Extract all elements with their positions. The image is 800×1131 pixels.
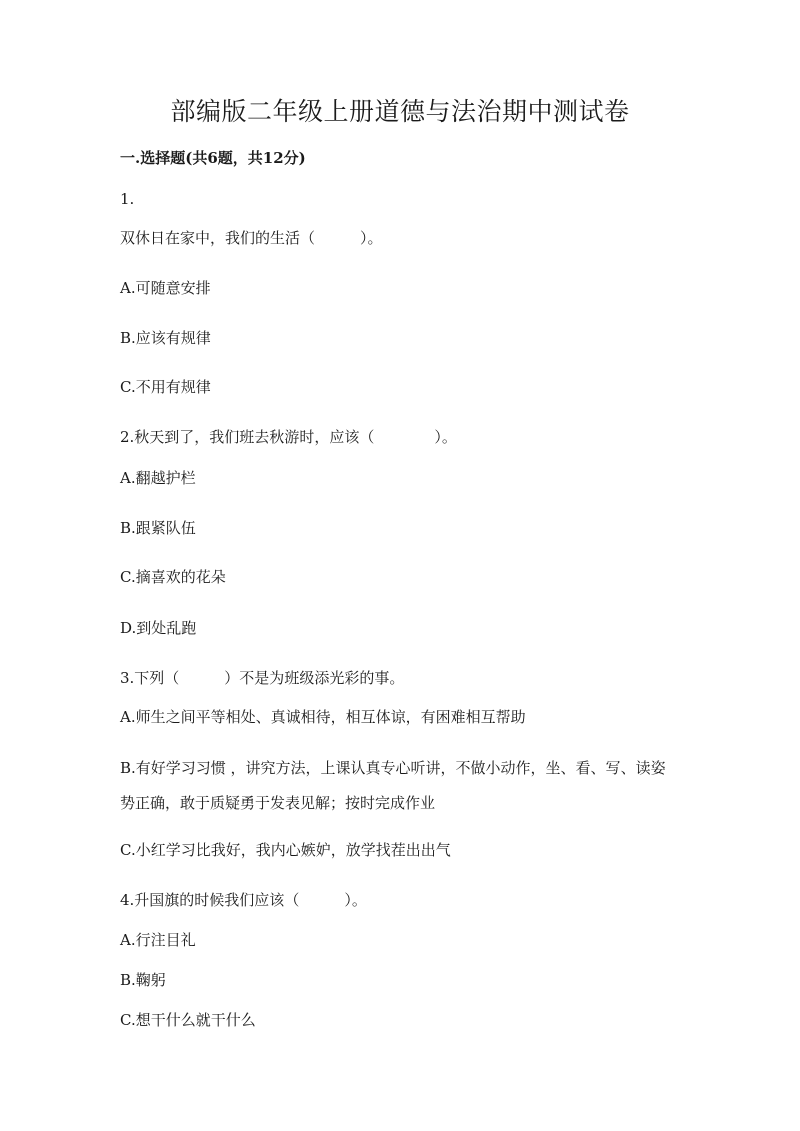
question-1-stem: 双休日在家中，我们的生活（ ）。: [120, 229, 383, 247]
section-heading: 一.选择题(共6题，共12分): [120, 149, 306, 167]
question-1-number: 1.: [120, 190, 135, 208]
question-2-option-d: D.到处乱跑: [120, 619, 197, 637]
question-4-option-b: B.鞠躬: [120, 971, 166, 989]
question-4-option-a: A.行注目礼: [120, 931, 196, 949]
question-2-stem: 2.秋天到了，我们班去秋游时，应该（ ）。: [120, 428, 457, 446]
question-4-stem: 4.升国旗的时候我们应该（ ）。: [120, 891, 367, 909]
question-2-option-c: C.摘喜欢的花朵: [120, 568, 226, 586]
page-title: 部编版二年级上册道德与法治期中测试卷: [170, 97, 630, 126]
question-1-option-c: C.不用有规律: [120, 378, 211, 396]
question-4-option-c: C.想干什么就干什么: [120, 1011, 256, 1029]
question-2-option-b: B.跟紧队伍: [120, 519, 196, 537]
question-3-option-b: B.有好学习习惯 ，讲究方法，上课认真专心听讲，不做小动作，坐、看、写、读姿势正确，敢于质疑勇于发表见解；按时完成作业: [120, 759, 666, 812]
question-3-option-c: C.小红学习比我好，我内心嫉妒，放学找茬出出气: [120, 841, 451, 859]
question-3-option-a: A.师生之间平等相处、真诚相待，相互体谅，有困难相互帮助: [120, 708, 526, 726]
question-2-option-a: A.翻越护栏: [120, 469, 196, 487]
question-1-option-a: A.可随意安排: [120, 279, 211, 297]
question-3-stem: 3.下列（ ）不是为班级添光彩的事。: [120, 669, 405, 687]
question-1-option-b: B.应该有规律: [120, 329, 211, 347]
